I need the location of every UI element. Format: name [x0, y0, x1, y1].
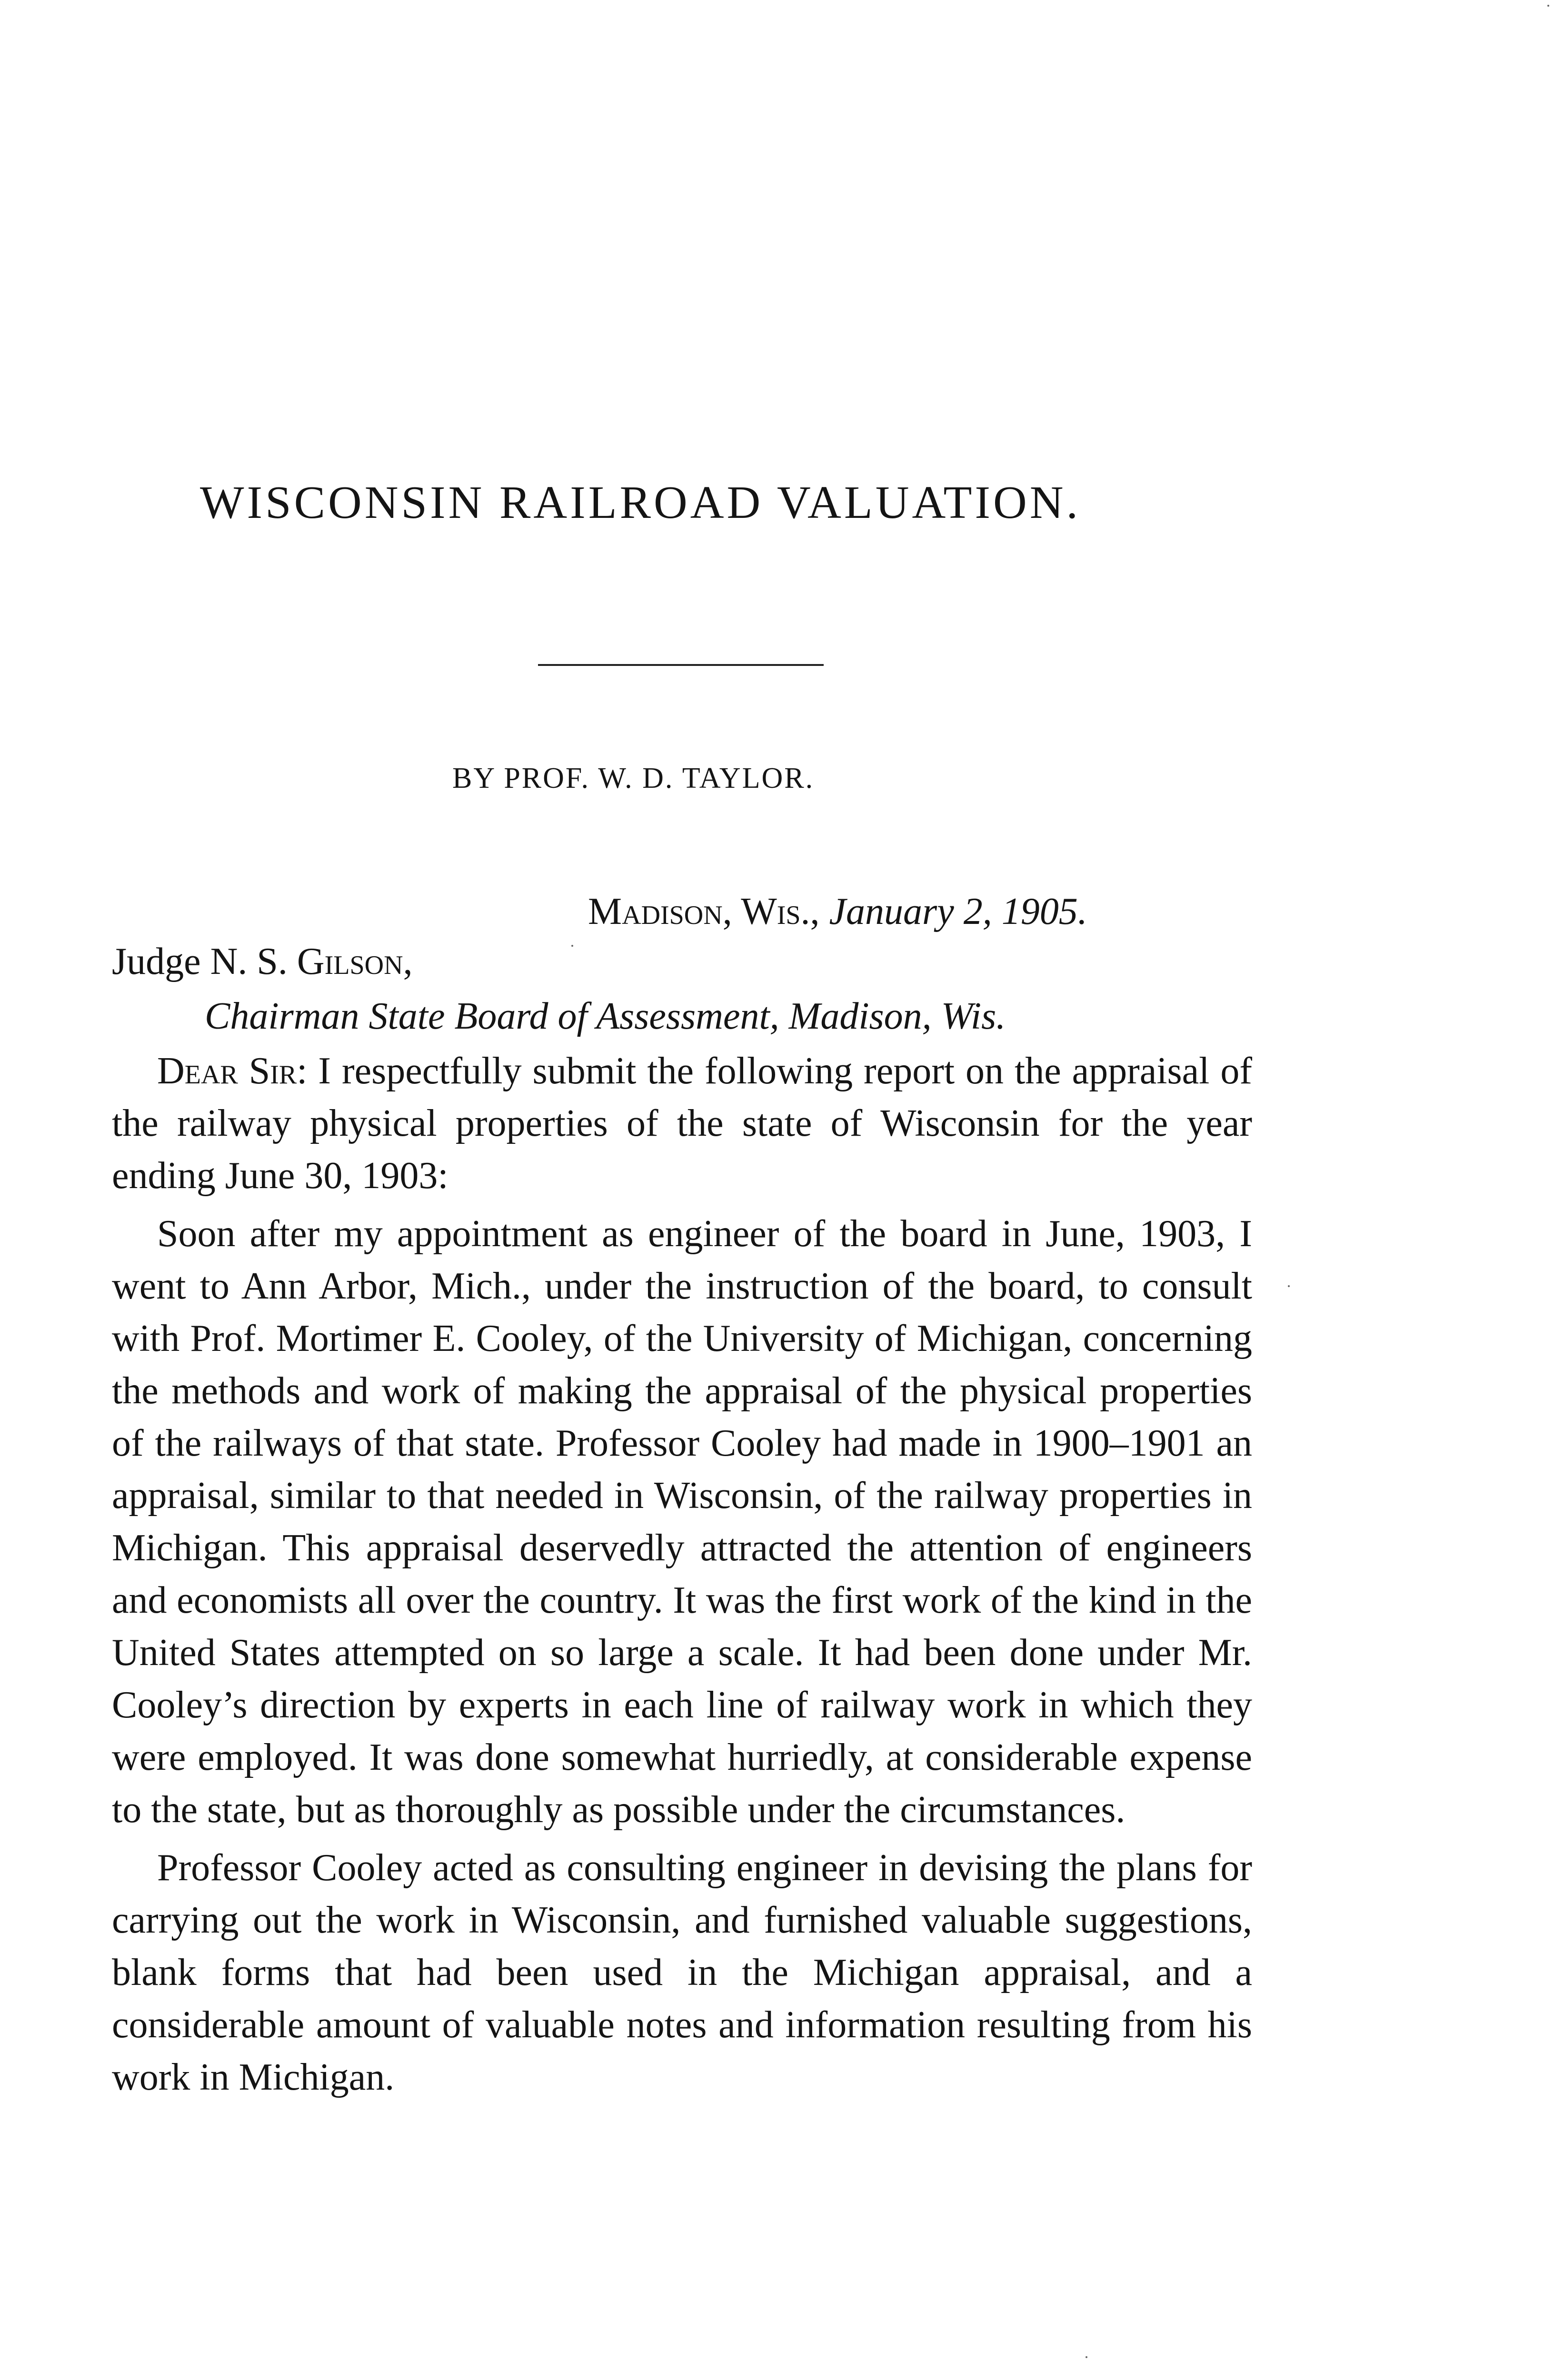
paragraph-text: Professor Cooley acted as consulting engineer in devising the plans for carrying out the work in Wisconsin, and furnished valuable suggestions, blank forms that had been used in the Michigan appraisal, and a considerable amount of valuable notes and information resulting from his work in Michigan.: [112, 1847, 1252, 2098]
paper-speck: [1288, 1285, 1290, 1287]
title-divider: [538, 664, 824, 666]
dateline-place: Madison, Wis.,: [588, 891, 820, 932]
body-paragraph: [112, 1842, 1252, 2103]
page-title: WISCONSIN RAILROAD VALUATION.: [200, 477, 1081, 528]
body-paragraph: [112, 1208, 1252, 1836]
body-paragraph: [112, 1045, 1252, 1202]
letter-body: [112, 1045, 1252, 2109]
paragraph-text: I respectfully submit the following report on the appraisal of the railway physical properties of the state of Wisconsin for the year ending June 30, 1903:: [112, 1050, 1252, 1197]
dateline-date: January 2, 1905.: [829, 891, 1087, 932]
paper-speck: [1547, 5, 1549, 7]
letter-dateline: [588, 890, 1087, 933]
addressee-title: Chairman State Board of Assessment, Madison, Wis.: [205, 995, 1006, 1037]
paper-speck: [571, 945, 573, 947]
paragraph-text: Soon after my appointment as engineer of the board in June, 1903, I went to Ann Arbor, Mich., under the instruction of the board, to consult with Prof. Mortimer E. Cooley, of the University of Michigan, concerning the methods and work of making the appraisal of the physical properties of the railways of that state. Professor Cooley had made in 1900–1901 an appraisal, similar to that needed in Wisconsin, of the railway properties in Michigan. This appraisal deservedly attracted the attention of engineers and economists all over the country. It was the first work of the kind in the United States attempted on so large a scale. It had been done under Mr. Cooley’s direction by experts in each line of railway work in which they were employed. It was done somewhat hurriedly, at considerable expense to the state, but as thoroughly as possible under the circumstances.: [112, 1213, 1252, 1831]
letter-addressee: [112, 940, 413, 983]
paper-speck: [1086, 2356, 1087, 2358]
addressee-name: Gilson,: [297, 941, 413, 982]
addressee-prefix: Judge N. S.: [112, 941, 288, 982]
author-byline: BY PROF. W. D. TAYLOR.: [452, 762, 815, 794]
salutation: Dear Sir:: [157, 1050, 308, 1092]
